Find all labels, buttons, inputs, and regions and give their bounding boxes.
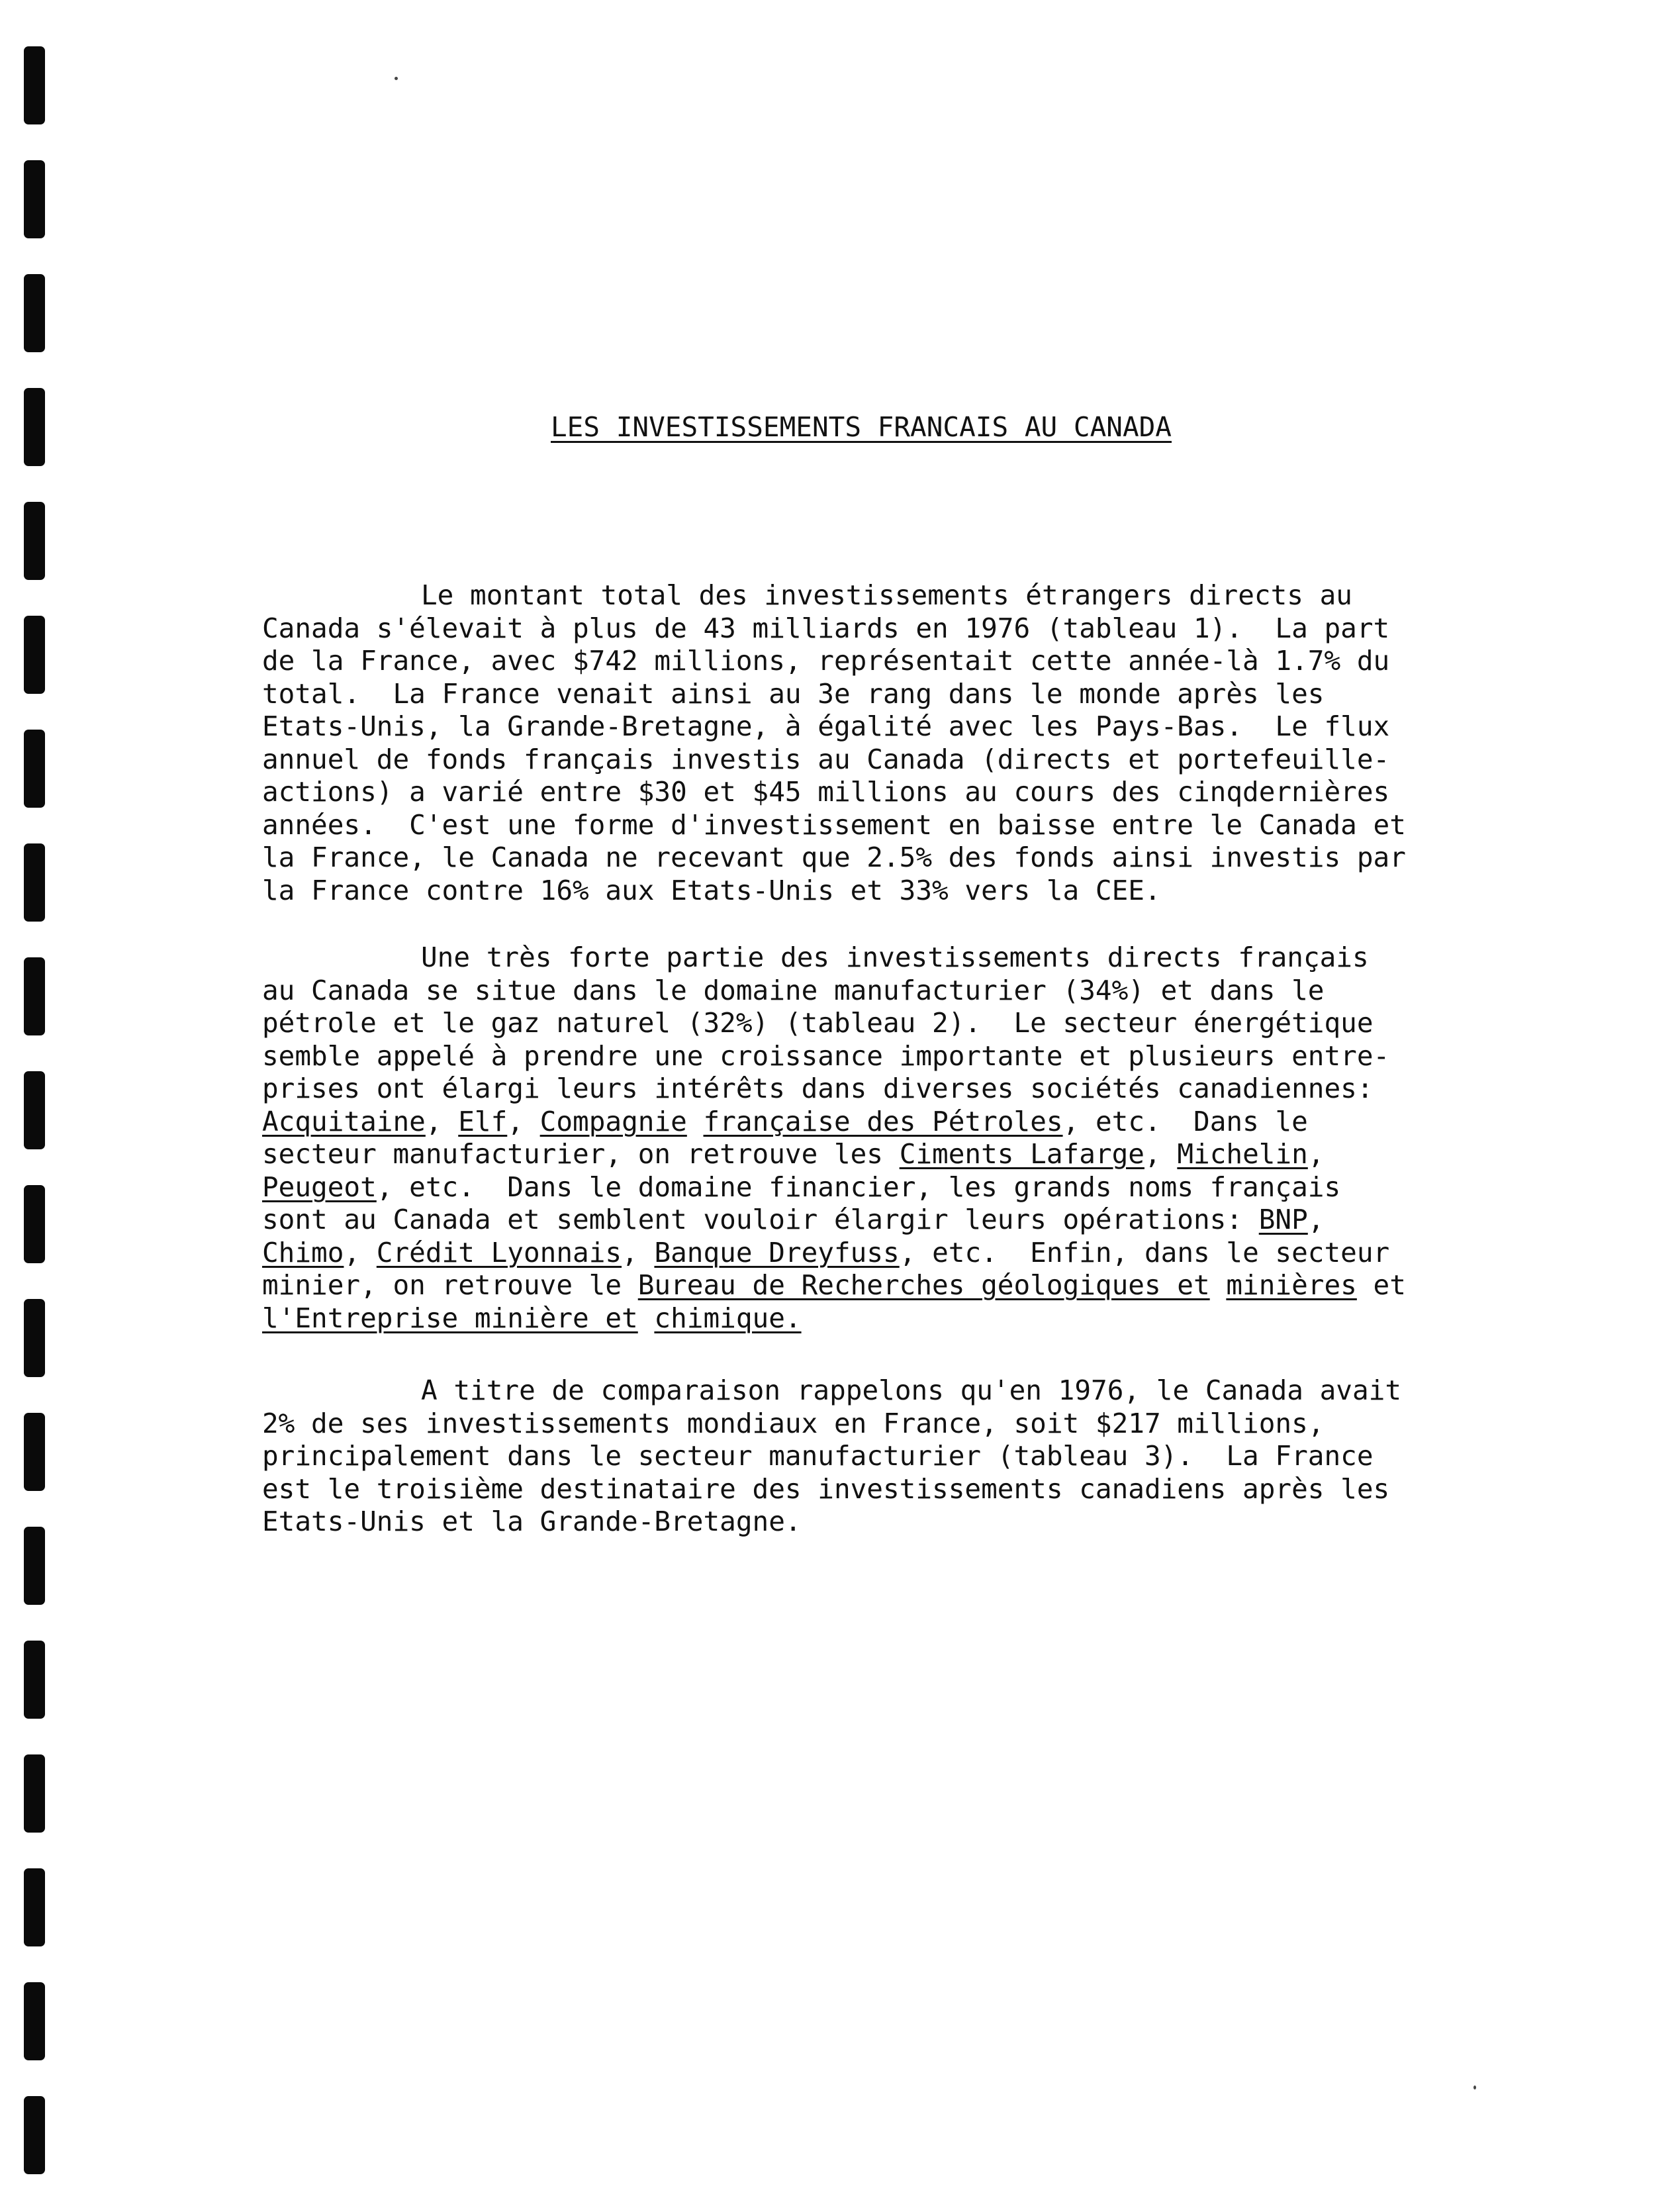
text-fragment: , etc. Dans le domaine financier, les grands noms français <box>376 1171 1341 1203</box>
text-line: au Canada se situe dans le domaine manufacturier (34%) et dans le <box>262 974 1325 1006</box>
company-name: l'Entreprise minière et <box>262 1302 638 1334</box>
paragraph-2 <box>262 941 1434 1335</box>
text-fragment: , <box>622 1236 655 1269</box>
binding-hole <box>24 1868 45 1946</box>
text-line <box>262 1269 1434 1302</box>
text-fragment: sont au Canada et semblent vouloir élargir leurs opérations: <box>262 1204 1259 1235</box>
binding-hole <box>24 957 45 1035</box>
text-line: Canada s'élevait à plus de 43 milliards en 1976 (tableau 1). La part <box>262 612 1390 644</box>
text-fragment: , etc. Dans le <box>1062 1105 1308 1137</box>
binding-hole <box>24 1982 45 2060</box>
text-line: Etats-Unis et la Grande-Bretagne. <box>262 1506 802 1537</box>
binding-hole <box>24 730 45 808</box>
company-name: Michelin <box>1177 1138 1308 1170</box>
text-line: Une très forte partie des investissements directs français <box>421 941 1369 973</box>
binding-hole <box>24 502 45 580</box>
text-line <box>262 1302 1434 1335</box>
company-name: Bureau de Recherches géologiques et <box>637 1269 1210 1301</box>
text-line: la France contre 16% aux Etats-Unis et 33% vers la CEE. <box>262 874 1161 906</box>
text-fragment: minier, on retrouve le <box>262 1269 638 1301</box>
text-fragment: , <box>425 1105 459 1137</box>
text-line: actions) a varié entre $30 et $45 millions au cours des cinqdernières <box>262 776 1390 808</box>
text-line <box>262 1138 1434 1171</box>
binding-hole <box>24 2096 45 2174</box>
text-line: la France, le Canada ne recevant que 2.5% des fonds ainsi investis par <box>262 841 1406 873</box>
company-name: Peugeot <box>262 1171 377 1203</box>
company-name: Elf <box>458 1105 508 1137</box>
company-name: Banque Dreyfuss <box>654 1236 900 1269</box>
company-name: Chimo <box>262 1236 344 1269</box>
text-line: principalement dans le secteur manufacturier (tableau 3). La France <box>262 1440 1374 1472</box>
binding-hole <box>24 1641 45 1719</box>
company-name: chimique. <box>654 1302 802 1334</box>
text-line: total. La France venait ainsi au 3e rang dans le monde après les <box>262 677 1325 710</box>
text-fragment: , <box>1307 1204 1325 1235</box>
binding-hole <box>24 1185 45 1263</box>
binding-hole <box>24 843 45 922</box>
company-name: Ciments Lafarge <box>899 1138 1144 1170</box>
binding-hole <box>24 160 45 238</box>
text-line: Le montant total des investissements étrangers directs au <box>421 579 1352 611</box>
text-line: Etats-Unis, la Grande-Bretagne, à égalité avec les Pays-Bas. Le flux <box>262 710 1390 742</box>
text-line <box>262 1106 1434 1139</box>
text-fragment: et <box>1356 1269 1406 1301</box>
text-fragment: , etc. Enfin, dans le secteur <box>899 1236 1390 1269</box>
company-name: française des Pétroles <box>703 1105 1063 1137</box>
text-line: A titre de comparaison rappelons qu'en 1976, le Canada avait <box>421 1374 1402 1406</box>
text-fragment: , <box>344 1236 377 1269</box>
text-line: prises ont élargi leurs intérêts dans diverses sociétés canadiennes: <box>262 1073 1374 1104</box>
text-line: semble appelé à prendre une croissance importante et plusieurs entre- <box>262 1039 1390 1072</box>
text-fragment <box>1210 1269 1227 1301</box>
text-line: est le troisième destinataire des investissements canadiens après les <box>262 1472 1390 1505</box>
text-line <box>262 1204 1434 1237</box>
text-line <box>262 1171 1434 1204</box>
binding-hole <box>24 616 45 694</box>
text-fragment: , <box>1144 1138 1178 1170</box>
binding-hole <box>24 1413 45 1491</box>
text-fragment <box>638 1302 655 1334</box>
text-line: 2% de ses investissements mondiaux en France, soit $217 millions, <box>262 1407 1325 1439</box>
paragraph-3 <box>262 1374 1434 1539</box>
company-name: BNP <box>1258 1204 1308 1235</box>
paragraph-1 <box>262 579 1434 907</box>
binding-hole <box>24 1071 45 1149</box>
binding-hole <box>24 274 45 352</box>
binding-hole <box>24 1754 45 1833</box>
company-name: Compagnie <box>539 1105 687 1137</box>
binding-hole <box>24 388 45 466</box>
page-title: LES INVESTISSEMENTS FRANCAIS AU CANADA <box>551 411 1172 443</box>
text-line: annuel de fonds français investis au Canada (directs et portefeuille- <box>262 743 1390 775</box>
text-line: années. C'est une forme d'investissement en baisse entre le Canada et <box>262 808 1406 841</box>
binding-hole <box>24 1299 45 1377</box>
text-fragment <box>687 1106 704 1137</box>
company-name: minières <box>1226 1269 1357 1301</box>
text-line: de la France, avec $742 millions, représentait cette année-là 1.7% du <box>262 645 1390 677</box>
text-fragment: secteur manufacturier, on retrouve les <box>262 1138 900 1170</box>
company-name: Crédit Lyonnais <box>376 1236 622 1269</box>
binding-hole <box>24 1527 45 1605</box>
text-fragment: , <box>1307 1138 1325 1170</box>
text-fragment: , <box>507 1105 540 1137</box>
scan-speck <box>395 77 398 80</box>
binding-hole <box>24 46 45 124</box>
company-name: Acquitaine <box>262 1105 426 1137</box>
text-line <box>262 1237 1434 1270</box>
binding-holes <box>24 46 48 2178</box>
text-line: pétrole et le gaz naturel (32%) (tableau 2). Le secteur énergétique <box>262 1007 1374 1039</box>
scan-speck <box>1473 2085 1476 2089</box>
